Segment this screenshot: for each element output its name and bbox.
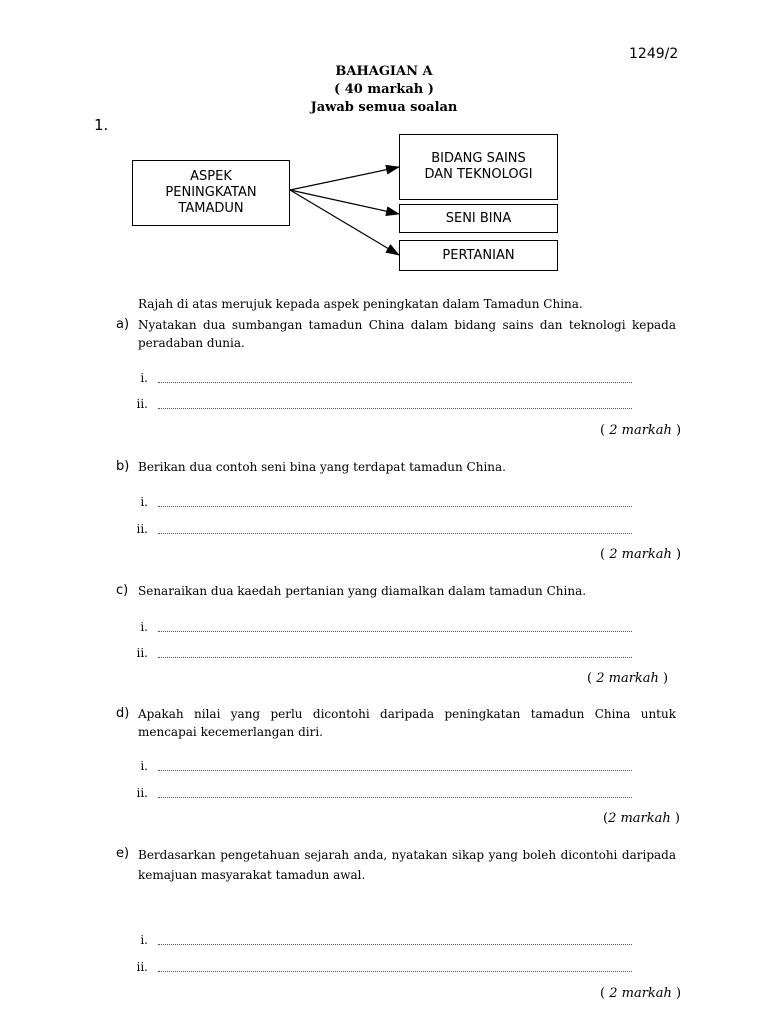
diagram-intro: Rajah di atas merujuk kepada aspek peningkatan dalam Tamadun China. xyxy=(138,297,583,311)
question-text: Senaraikan dua kaedah pertanian yang diamalkan dalam tamadun China. xyxy=(138,584,587,598)
paper-code: 1249/2 xyxy=(629,46,679,62)
answer-line-ii[interactable] xyxy=(158,533,632,534)
question-text: Berikan dua contoh seni bina yang terdapat tamadun China. xyxy=(138,460,506,474)
answer-line-label: ii. xyxy=(136,522,148,536)
section-instruction: Jawab semua soalan xyxy=(310,100,458,115)
section-marks: ( 40 markah ) xyxy=(334,82,434,97)
diagram-arrows xyxy=(0,0,768,300)
answer-line-ii[interactable] xyxy=(158,797,632,798)
answer-line-i[interactable] xyxy=(158,382,632,383)
question-label: c) xyxy=(116,583,129,598)
diagram-source-label: ASPEK PENINGKATAN TAMADUN xyxy=(165,169,257,216)
marks-label: ( 2 markah ) xyxy=(600,423,682,438)
diagram-target-science-label: BIDANG SAINS DAN TEKNOLOGI xyxy=(424,151,533,182)
answer-line-label: i. xyxy=(140,759,148,773)
diagram-target-agriculture-label: PERTANIAN xyxy=(442,247,515,263)
arrow-to-agriculture xyxy=(290,190,399,255)
answer-line-label: ii. xyxy=(136,646,148,660)
question-label: d) xyxy=(116,706,130,721)
question-text: Apakah nilai yang perlu dicontohi daripada peningkatan tamadun China untuk mencapai kecemerlangan diri. xyxy=(138,707,676,739)
arrow-to-architecture xyxy=(290,190,399,214)
question-number: 1. xyxy=(94,116,109,134)
question-text: Nyatakan dua sumbangan tamadun China dalam bidang sains dan teknologi kepada peradaban dunia. xyxy=(138,318,676,350)
marks-label: ( 2 markah ) xyxy=(587,671,669,686)
answer-line-ii[interactable] xyxy=(158,971,632,972)
section-title: BAHAGIAN A xyxy=(335,64,433,79)
answer-line-label: i. xyxy=(140,620,148,634)
question-text: Berdasarkan pengetahuan sejarah anda, nyatakan sikap yang boleh dicontohi daripada kemajuan masyarakat tamadun awal. xyxy=(138,848,676,882)
diagram-target-architecture-label: SENI BINA xyxy=(445,210,512,226)
answer-line-i[interactable] xyxy=(158,631,632,632)
marks-label: ( 2 markah ) xyxy=(600,986,682,1001)
answer-line-label: ii. xyxy=(136,786,148,800)
answer-line-i[interactable] xyxy=(158,506,632,507)
marks-label: ( 2 markah ) xyxy=(600,547,682,562)
answer-line-label: ii. xyxy=(136,960,148,974)
answer-line-label: i. xyxy=(140,371,148,385)
answer-line-ii[interactable] xyxy=(158,657,632,658)
question-label: a) xyxy=(116,317,130,332)
answer-line-label: i. xyxy=(140,495,148,509)
answer-line-label: i. xyxy=(140,933,148,947)
question-label: e) xyxy=(116,846,130,861)
marks-label: (2 markah ) xyxy=(603,811,680,826)
answer-line-i[interactable] xyxy=(158,770,632,771)
answer-line-ii[interactable] xyxy=(158,408,632,409)
answer-line-i[interactable] xyxy=(158,944,632,945)
question-label: b) xyxy=(116,459,130,474)
answer-line-label: ii. xyxy=(136,397,148,411)
arrow-to-science xyxy=(290,167,399,190)
